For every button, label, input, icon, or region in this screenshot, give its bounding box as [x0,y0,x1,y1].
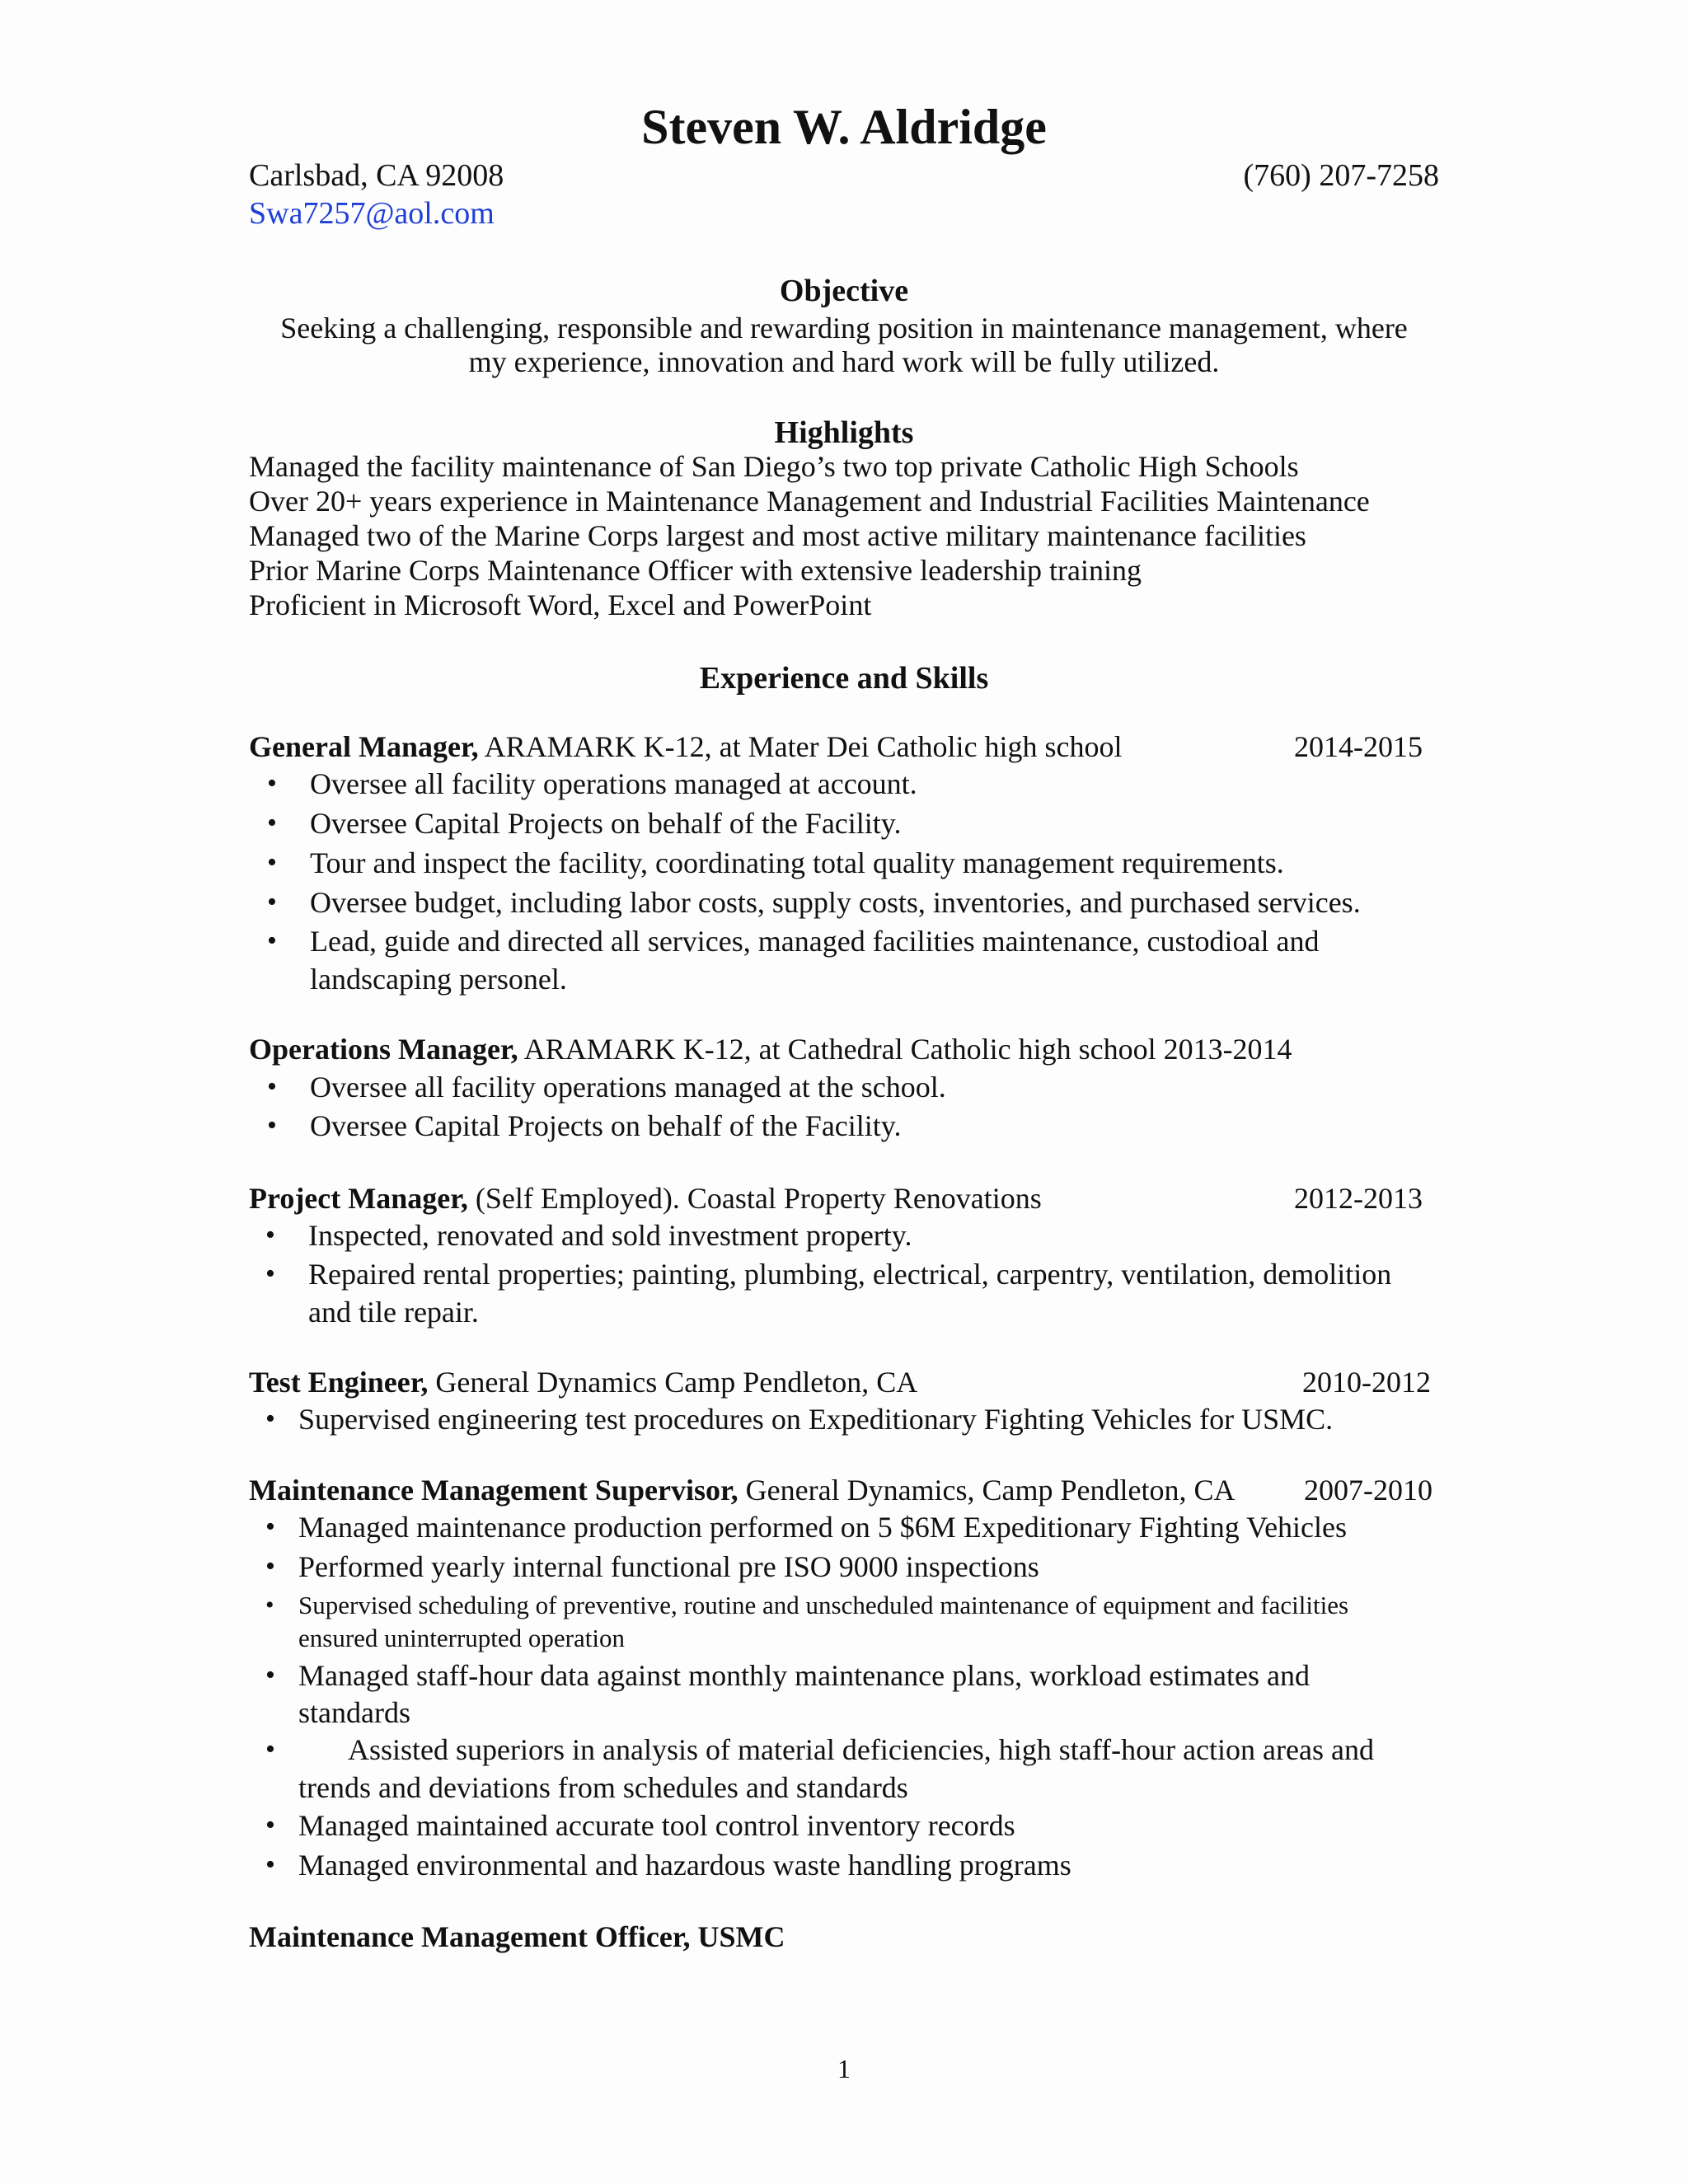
objective-line-1: Seeking a challenging, responsible and rewarding position in maintenance management, where [280,312,1408,344]
objective-heading: Objective [779,274,909,308]
bullet-icon: • [265,1511,275,1542]
job-bullet: • Lead, guide and directed all services, managed facilities maintenance, custodioal and [310,922,1320,960]
bullet-icon: • [265,1660,275,1690]
job-dates: 2010-2012 [1302,1366,1431,1399]
job-bullet: • Managed staff-hour data against monthly maintenance plans, workload estimates and [298,1657,1310,1694]
job-organization: (Self Employed). Coastal Property Renovations [467,1182,1042,1215]
job-bullet: • Supervised engineering test procedures on Expeditionary Fighting Vehicles for USMC. [298,1400,1333,1438]
job-title: General Manager, [249,730,479,763]
job-organization: ARAMARK K-12, at Mater Dei Catholic high school [478,730,1123,763]
job-dates: 2012-2013 [1294,1182,1423,1215]
bullet-icon: • [265,1404,275,1434]
phone-number: (760) 207-7258 [1243,158,1439,193]
bullet-icon: • [265,1258,275,1289]
bullet-icon: • [267,1071,277,1102]
job-bullet-continuation: landscaping personel. [310,963,567,996]
bullet-icon: • [267,847,277,878]
bullet-icon: • [265,1849,275,1880]
job-bullet-continuation: and tile repair. [308,1296,479,1329]
job-header [249,1472,1236,1508]
job-bullet-continuation: standards [298,1696,410,1729]
highlight-item: Managed the facility maintenance of San Diego’s two top private Catholic High Schools [249,450,1299,483]
job-bullet: • Managed maintenance production performed on 5 $6M Expeditionary Fighting Vehicles [298,1508,1347,1546]
job-dates: 2014-2015 [1294,730,1423,763]
job-bullet-continuation: trends and deviations from schedules and standards [298,1771,908,1804]
highlight-item: Proficient in Microsoft Word, Excel and PowerPoint [249,588,872,621]
candidate-name: Steven W. Aldridge [641,100,1047,154]
job-bullet: • Oversee Capital Projects on behalf of the Facility. [310,1107,901,1145]
job-bullet: • Inspected, renovated and sold investment property. [308,1216,912,1254]
page-number: 1 [837,2054,851,2083]
job-title: Operations Manager, [249,1033,518,1066]
bullet-icon: • [265,1591,274,1619]
job-title: Project Manager, [249,1182,468,1215]
job-organization: General Dynamics Camp Pendleton, CA [428,1366,918,1399]
job-header [249,729,1123,765]
bullet-icon: • [267,1110,277,1141]
bullet-icon: • [265,1734,275,1765]
highlight-item: Managed two of the Marine Corps largest and most active military maintenance facilities [249,519,1306,552]
job-bullet-continuation: ensured uninterrupted operation [298,1624,625,1652]
location: Carlsbad, CA 92008 [249,158,504,193]
job-bullet: • Managed maintained accurate tool control inventory records [298,1807,1015,1844]
job-dates: 2007-2010 [1304,1474,1432,1507]
job-bullet: • Oversee all facility operations managed at account. [310,765,917,803]
job-bullet: • Oversee budget, including labor costs, supply costs, inventories, and purchased services. [310,883,1361,921]
job-bullet: • Performed yearly internal functional pre ISO 9000 inspections [298,1548,1039,1586]
bullet-icon: • [267,808,277,838]
job-bullet: • Tour and inspect the facility, coordinating total quality management requirements. [310,844,1284,882]
experience-heading: Experience and Skills [699,661,989,696]
bullet-icon: • [267,768,277,799]
job-bullet: • Managed environmental and hazardous waste handling programs [298,1846,1071,1884]
job-bullet: • Oversee Capital Projects on behalf of the Facility. [310,804,901,842]
job-bullet: • Oversee all facility operations managed at the school. [310,1068,946,1106]
email-link[interactable]: Swa7257@aol.com [249,196,495,231]
job-bullet: • Repaired rental properties; painting, plumbing, electrical, carpentry, ventilation, demolition [308,1255,1391,1293]
job-header [249,1364,917,1400]
job-organization: General Dynamics, Camp Pendleton, CA [738,1474,1236,1507]
job-header [249,1919,785,1955]
objective-line-2: my experience, innovation and hard work will be fully utilized. [468,345,1220,378]
bullet-icon: • [265,1551,275,1582]
job-bullet: • Supervised scheduling of preventive, routine and unscheduled maintenance of equipment and facilities [298,1589,1348,1622]
bullet-icon: • [267,887,277,917]
bullet-icon: • [265,1810,275,1840]
job-title: Maintenance Management Officer, USMC [249,1920,785,1953]
job-title: Test Engineer, [249,1366,429,1399]
job-organization: ARAMARK K-12, at Cathedral Catholic high school 2013-2014 [518,1033,1292,1066]
job-header [249,1031,1292,1067]
job-title: Maintenance Management Supervisor, [249,1474,738,1507]
highlights-heading: Highlights [774,415,914,450]
job-bullet: • Assisted superiors in analysis of material deficiencies, high staff-hour action areas and [348,1731,1374,1769]
highlight-item: Prior Marine Corps Maintenance Officer with extensive leadership training [249,554,1142,587]
job-header [249,1180,1042,1216]
bullet-icon: • [265,1220,275,1250]
highlight-item: Over 20+ years experience in Maintenance Management and Industrial Facilities Maintenance [249,485,1370,518]
bullet-icon: • [267,926,277,956]
